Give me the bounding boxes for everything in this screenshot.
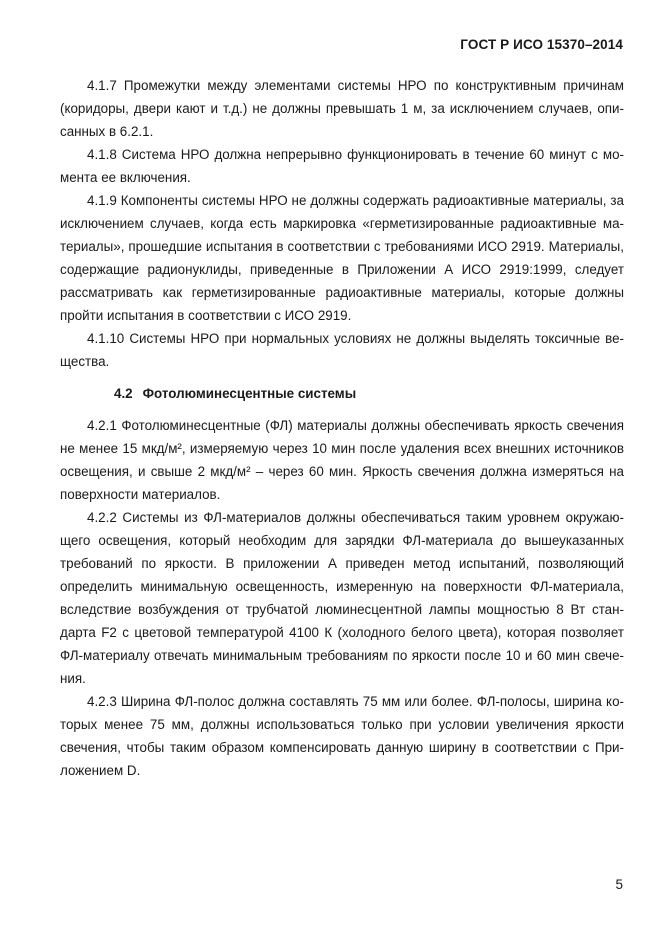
- paragraph-4-1-10: 4.1.10 Системы НРО при нормальных условиях не должны выделять токсичные вещества.: [60, 331, 624, 369]
- paragraph-4-1-7: 4.1.7 Промежутки между элементами системы НРО по конструктивным причинам (коридоры, двери кают и т.д.) не должны превышать 1 м, за исключением случаев, описанных в 6.2.1.: [60, 78, 624, 139]
- document-header: ГОСТ Р ИСО 15370–2014: [460, 37, 623, 52]
- paragraph-4-2-1: 4.2.1 Фотолюминесцентные (ФЛ) материалы должны обеспечивать яркость свечения не менее 15 мкд/м², измеряемую через 10 мин после удаления всех внешних источников освещения, и свыше 2 мкд/м² – через 60 мин. Яркость свечения должна измеряться на поверхности материалов.: [60, 418, 624, 502]
- section-number: 4.2: [114, 386, 133, 401]
- section-title: Фотолюминесцентные системы: [142, 386, 357, 401]
- paragraph-4-1-8: 4.1.8 Система НРО должна непрерывно функционировать в течение 60 минут с момента ее включения.: [60, 147, 624, 185]
- paragraph-4-1-9: 4.1.9 Компоненты системы НРО не должны содержать радиоактивные материалы, за исключением случаев, когда есть маркировка «герметизированные радиоактивные материалы», прошедшие испытания в соответствии с требованиями ИСО 2919. Материалы, содержащие радионуклиды, приведенные в Приложении А ИСО 2919:1999, следует рассматривать как герметизированные радиоактивные материалы, которые должны пройти испытания в соответствии с ИСО 2919.: [60, 193, 624, 323]
- paragraph-4-2-2: 4.2.2 Системы из ФЛ-материалов должны обеспечиваться таким уровнем окружающего освещения, который необходим для зарядки ФЛ-материала до вышеуказанных требований по яркости. В приложении А приведен метод испытаний, позволяющий определить минимальную освещенность, измеренную на поверхности ФЛ-материала, вследствие возбуждения от трубчатой люминесцентной лампы мощностью 8 Вт стандарта F2 с цветовой температурой 4100 К (холодного белого цвета), которая позволяет ФЛ-материалу отвечать минимальным требованиям по яркости после 10 и 60 мин свечения.: [60, 510, 624, 686]
- paragraph-4-2-3: 4.2.3 Ширина ФЛ-полос должна составлять 75 мм или более. ФЛ-полосы, ширина которых менее 75 мм, должны использоваться только при условии увеличения яркости свечения, чтобы таким образом компенсировать данную ширину в соответствии с Приложением D.: [60, 694, 624, 778]
- section-heading: [60, 382, 624, 405]
- page-number: 5: [615, 877, 623, 892]
- document-body: [60, 74, 624, 782]
